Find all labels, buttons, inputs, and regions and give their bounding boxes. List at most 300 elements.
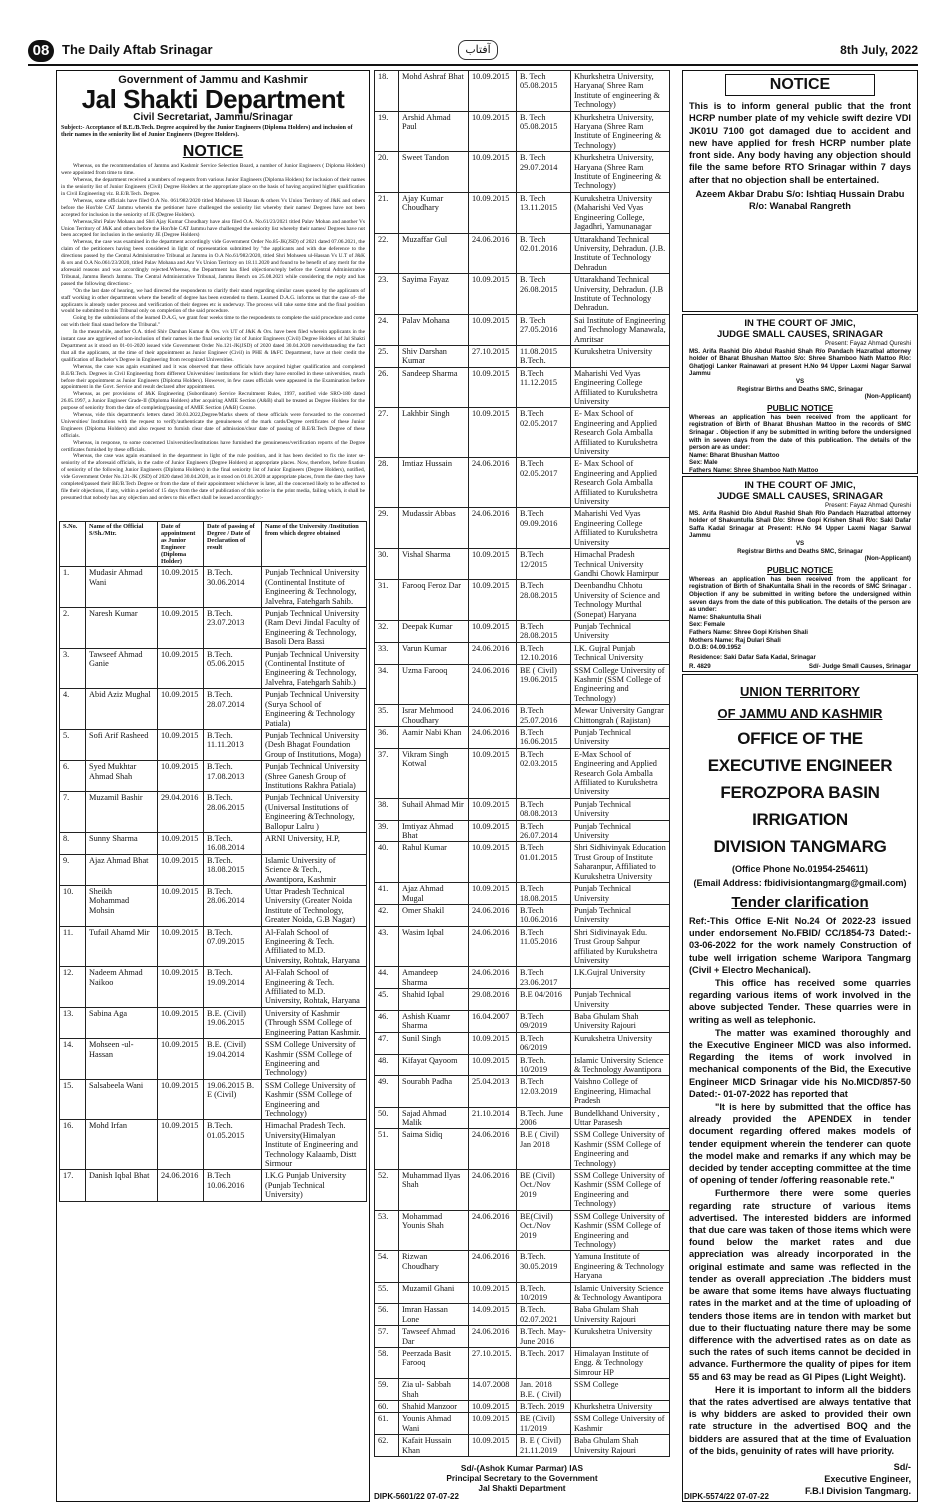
table-cell: 10.09.2015 xyxy=(158,729,204,760)
table-cell: Muzamil Ghani xyxy=(399,1282,469,1304)
table-cell: Punjab Technical University xyxy=(571,620,670,642)
table-cell: Punjab Technical University (Desh Bhagat Foundation Group of Institutions, Moga) xyxy=(262,729,367,760)
court2-respondent: Registrar Births and Deaths SMC, Srinagar xyxy=(737,547,863,555)
tender-office-line2: EXECUTIVE ENGINEER xyxy=(707,756,893,775)
table-cell: Muhammad Ilyas Shah xyxy=(399,1170,469,1211)
table-cell: 29.08.2016 xyxy=(469,989,517,1011)
table-cell: Kurukshetra University xyxy=(571,1326,670,1348)
notice-title: NOTICE xyxy=(182,143,244,161)
table-cell: Palav Mohana xyxy=(399,314,469,345)
table-cell: Deepak Kumar xyxy=(399,620,469,642)
notice-paragraph: Whereas,Shri Palav Mohana and Shri Ajay Kumar Choudhary have also filed O.A. No.61/23/2021 titled Palav Mohan and another Vs Union Territory of J&K and others before the Hon'ble CAT Jammu have challenged the seniority list whereby their names/ Degrees have not been accepted for inclusion in the seniority JE (Degree Holders) xyxy=(61,218,365,239)
table-cell: Kifayat Qayoom xyxy=(399,1054,469,1076)
table-cell: 10.09.2015 xyxy=(469,192,517,233)
table-cell: B.Tech. 16.08.2014 xyxy=(204,832,262,854)
table-cell: 24.06.2016 xyxy=(469,926,517,967)
table-cell: B.Tech 12/2015 xyxy=(517,549,571,580)
table-row xyxy=(375,727,670,749)
table-cell: 24.06.2016 xyxy=(469,727,517,749)
tender-ut-line1: UNION TERRITORY xyxy=(740,684,860,699)
table-cell: 10.09.2015 xyxy=(158,648,204,689)
table-cell: Saima Sidiq xyxy=(399,1129,469,1170)
table-cell: 61. xyxy=(375,1413,399,1435)
table-cell: 31. xyxy=(375,580,399,621)
table-cell: Abid Aziz Mughal xyxy=(86,689,158,730)
table-cell: B.Tech 11.12.2015 xyxy=(517,367,571,408)
table-cell: Vikram Singh Kotwal xyxy=(399,748,469,798)
table-cell: Himalayan Institute of Engg. & Technology Simrour HP xyxy=(571,1347,670,1378)
vehicle-notice-body: This is to inform general public that the front HCRP number plate of my vehicle swift dezire VDI JK01U 7100 got damaged due to accident and new have applied for fresh HCRP number plate front side. Any body having any objection should file the same before RTO Srinagar within 7 days after that no objection shall be entertained. xyxy=(689,101,911,185)
table-cell: Ajay Kumar Choudhary xyxy=(399,192,469,233)
vehicle-notice-sign: Azeem Akbar Drabu S/o: Ishtiaq Hussain Drabu R/o: Wanabal Rangreth xyxy=(695,189,905,212)
table-cell: Mohd Ashraf Bhat xyxy=(399,71,469,112)
table-cell: Baba Ghulam Shah University Rajouri xyxy=(571,1435,670,1457)
table-cell: B.Tech 25.07.2016 xyxy=(517,705,571,727)
table-cell: 18. xyxy=(375,71,399,112)
table-cell: B.Tech. 07.09.2015 xyxy=(204,926,262,967)
table-row xyxy=(375,71,670,112)
table-cell: Punjab Technical University (Continental Institute of Engineering & Technology, Jalvehra, Fatehgarh Sahib.) xyxy=(262,648,367,689)
table-cell: B.Tech 10.06.2016 xyxy=(204,1170,262,1201)
court-notice-1 xyxy=(682,314,918,474)
table-cell: Mudasir Ahmad Wani xyxy=(86,567,158,608)
table-cell: 24.06.2016 xyxy=(158,1170,204,1201)
table-cell: 10.09.2015 xyxy=(469,620,517,642)
table-row xyxy=(60,854,367,885)
table-cell: Vishal Sharma xyxy=(399,549,469,580)
table-cell: Khurkshetra University, Haryana (Shree Ram Institute of Engineering & Technology) xyxy=(571,111,670,152)
table-cell: 10.09.2015 xyxy=(469,1413,517,1435)
table-cell: 46. xyxy=(375,1010,399,1032)
table-cell: B.Tech. 17.08.2013 xyxy=(204,761,262,792)
table-cell: Khurkshetra University, Haryana (Shree Ram Institute of Engineering & Technology) xyxy=(571,152,670,193)
table-cell: B.Tech 28.08.2015 xyxy=(517,620,571,642)
table-cell: Jan. 2018 B.E. ( Civil) xyxy=(517,1379,571,1401)
table-cell: 24.06.2016 xyxy=(469,233,517,274)
table-cell: Muzamil Bashir xyxy=(86,792,158,833)
table-cell: 32. xyxy=(375,620,399,642)
table-cell: 24.06.2016 xyxy=(469,705,517,727)
table-cell: 10.09.2015 xyxy=(158,608,204,649)
table-cell: Maharishi Ved Vyas Engineering College Affiliated to Kurukshetra University xyxy=(571,367,670,408)
table-cell: 10.09.2015 xyxy=(158,1079,204,1120)
table-row xyxy=(375,1054,670,1076)
vehicle-notice-title: NOTICE xyxy=(725,74,875,96)
table-row xyxy=(375,883,670,905)
table-row xyxy=(375,345,670,367)
table-cell: ARNI University, H.P, xyxy=(262,832,367,854)
table-cell: B. Tech 29.07.2014 xyxy=(517,152,571,193)
table-cell: Omer Shakil xyxy=(399,904,469,926)
table-cell: I.K.G Punjab University (Punjab Technical University) xyxy=(262,1170,367,1201)
table-cell: Al-Falah School of Engineering & Tech. Affiliated to M.D. University, Rohtak, Haryana xyxy=(262,926,367,967)
court2-subheading: JUDGE SMALL CAUSES, SRINAGAR xyxy=(716,491,884,502)
notice-paragraph: Whereas, the case was again examined and it was observed that these officials have acquired higher qualification and completed B.E/B.Tech. Degrees in Civil Engineering from different Universities/ institutions for which they have enrolled in these universities, much before their appointment as Junior Engineers (Diploma Holders). However, in few cases officials were appeared in the Examination before appointment in the Govt. Service and result declared after appointment. xyxy=(61,363,365,391)
table-cell: B.Tech. 28.07.2014 xyxy=(204,689,262,730)
table-row xyxy=(375,1129,670,1170)
court2-public-notice: PUBLIC NOTICE xyxy=(766,564,834,575)
table-cell: B.Tech. June 2006 xyxy=(517,1107,571,1129)
table-cell: Punjab Technical University xyxy=(571,727,670,749)
table-cell: Ajaz Ahmad Mugal xyxy=(399,883,469,905)
dipk-ref-right: DIPK-5574/22 07-07-22 xyxy=(684,1492,769,1501)
table-cell: B.Tech 11.05.2016 xyxy=(517,926,571,967)
column-header: Date of passing of Degree / Date of Declaration of result xyxy=(204,522,262,567)
table-cell: Sunil Singh xyxy=(399,1032,469,1054)
table-cell: I.K. Gujral Punjab Technical University xyxy=(571,642,670,664)
table-row xyxy=(375,508,670,549)
table-cell: 59. xyxy=(375,1379,399,1401)
table-row xyxy=(375,1170,670,1211)
tender-title: Tender clarification xyxy=(731,894,869,911)
table-cell: 6. xyxy=(60,761,86,792)
table-row xyxy=(60,1007,367,1038)
table-cell: 20. xyxy=(375,152,399,193)
table-cell: Sofi Arif Rasheed xyxy=(86,729,158,760)
table-cell: Mudassir Abbas xyxy=(399,508,469,549)
table-cell: Baba Ghulam Shah University Rajouri xyxy=(571,1010,670,1032)
table-cell: 16.04.2007 xyxy=(469,1010,517,1032)
table-cell: 3. xyxy=(60,648,86,689)
table-cell: Punjab Technical University xyxy=(571,904,670,926)
table-cell: 10.09.2015 xyxy=(158,1039,204,1080)
table-row xyxy=(375,274,670,315)
table-cell: 10.09.2015 xyxy=(469,883,517,905)
table-cell: SSM College University of Kashmir (SSM College of Engineering and Technology) xyxy=(571,1170,670,1211)
notice-paragraph: Going by the submissions of the learned D.A.G, we grant four weeks time to the respondents to complete the said procedure and come out with their final stand before the Tribunal." xyxy=(61,315,365,329)
court1-text: Whereas an application has been received from the applicant for registration of Birth of Bharat Bhushan Mattoo in the records of SMC Srinagar . Objection if any be submitted in writing before the undersigned with in seven days from the date of this publication. The details of the person are as under: xyxy=(689,413,911,452)
table-header-row xyxy=(60,522,367,567)
table-cell: Mewar University Gangrar Chittongrah ( Rajistan) xyxy=(571,705,670,727)
table-row xyxy=(60,648,367,689)
table-row xyxy=(375,458,670,508)
table-cell: B.Tech. May- June 2016 xyxy=(517,1326,571,1348)
table-cell: 10.09.2015 xyxy=(469,408,517,458)
table-cell: Suhail Ahmad Mir xyxy=(399,798,469,820)
seniority-table-mid xyxy=(374,70,670,1457)
table-cell: B. Tech 26.08.2015 xyxy=(517,274,571,315)
court1-parties: MS. Arifa Rashid D/o Abdul Rashid Shah R/o Pandach Hazratbal attorney holder of Bharat Bhushan Mattoo S/o: Shree Shamboo Nath Mattoo R/o: Ghatjogi Lanker Rainawari at present H.No 94 Upper Laxmi Nagar Sarwal Jammu xyxy=(689,347,911,378)
table-cell: B. Tech 05.08.2015 xyxy=(517,111,571,152)
table-cell: Bundelkhand University , Uttar Parasesh xyxy=(571,1107,670,1129)
table-row xyxy=(375,1326,670,1348)
table-cell: 24.06.2016 xyxy=(469,1326,517,1348)
table-cell: B.Tech 16.06.2015 xyxy=(517,727,571,749)
table-cell: 10.09.2015 xyxy=(158,1007,204,1038)
table-row xyxy=(60,1170,367,1201)
table-cell: 16. xyxy=(60,1120,86,1170)
table-cell: BE ( Civil) 19.06.2015 xyxy=(517,664,571,705)
table-row xyxy=(60,886,367,927)
table-cell: B.Tech. 18.08.2015 xyxy=(204,854,262,885)
table-cell: B.E 04/2016 xyxy=(517,989,571,1011)
table-cell: B.E. (Civil) 19.04.2014 xyxy=(204,1039,262,1080)
table-cell: Sabina Aga xyxy=(86,1007,158,1038)
table-cell: 12. xyxy=(60,967,86,1008)
table-cell: Farooq Feroz Dar xyxy=(399,580,469,621)
table-row xyxy=(60,967,367,1008)
table-cell: B. Tech 02.01.2016 xyxy=(517,233,571,274)
table-cell: B.Tech. 28.06.2015 xyxy=(204,792,262,833)
table-cell: B.Tech 12.10.2016 xyxy=(517,642,571,664)
table-cell: Danish Iqbal Bhat xyxy=(86,1170,158,1201)
table-cell: 24.06.2016 xyxy=(469,904,517,926)
table-cell: 10.09.2015 xyxy=(469,549,517,580)
table-cell: 24. xyxy=(375,314,399,345)
table-row xyxy=(375,1076,670,1107)
table-cell: Sayima Fayaz xyxy=(399,274,469,315)
table-cell: B.Tech 02.05.2017 xyxy=(517,458,571,508)
table-cell: B.Tech 09.09.2016 xyxy=(517,508,571,549)
column-header: Name of the University /Institution from which degree obtained xyxy=(262,522,367,567)
table-cell: 7. xyxy=(60,792,86,833)
jal-shakti-notice-left xyxy=(56,70,370,1502)
issue-date: 8th July, 2022 xyxy=(840,43,918,57)
table-cell: 24.06.2016 xyxy=(469,1170,517,1211)
table-cell: 24.06.2016 xyxy=(469,508,517,549)
table-row xyxy=(375,1347,670,1378)
table-cell: 60. xyxy=(375,1401,399,1413)
table-cell: B.Tech 12.03.2019 xyxy=(517,1076,571,1107)
table-cell: 47. xyxy=(375,1032,399,1054)
table-cell: B.E ( Civil) Jan 2018 xyxy=(517,1129,571,1170)
table-cell: Shahid Manzoor xyxy=(399,1401,469,1413)
table-cell: SSM College University of Kashmir (SSM College of Engineering and Technology) xyxy=(571,1129,670,1170)
table-cell: B.Tech. 05.06.2015 xyxy=(204,648,262,689)
table-cell: Peerzada Basit Farooq xyxy=(399,1347,469,1378)
court2-detail: Mothers Name: Raj Dulari Shali xyxy=(689,636,781,644)
table-row xyxy=(375,926,670,967)
table-cell: 10.09.2015 xyxy=(469,1032,517,1054)
table-cell: 41. xyxy=(375,883,399,905)
notice-paragraph: Whereas, the case was examined in the department accordingly vide Government Order No.85-JK(JSD) of 2021 dated 07.06.2021, the claim of the petitioners having been considered in light of representation submitted by "the applicants and with due deference to the directions passed by the Central Administrative Tribunal at Jammu in O.A No.61/982/2020, titled Shri Mohseen ul-Hassan Vs U.T of J&K & ors and O.A No.061/23/2020, titled Palav Mohana and Anr Vs Union Territory on 18.11.2020 and found to be benefit of any merit for the aforesaid reasons and was accordingly rejected.Whereas, the Department has filed objections/reply before the Central Administrative Tribunal, Jammu Bench Jammu. The Central Administrative Tribunal, Jammu Bench on 25.08.2021 while considering the reply and has passed the following directions:- xyxy=(61,239,365,287)
table-cell: I.K.Gujral University xyxy=(571,967,670,989)
table-cell: Himachal Pradesh Tech. University(Himalyan Institute of Engineering and Technology Kalaamb, Distt Sirmour xyxy=(262,1120,367,1170)
table-cell: B.Tech. 10/2019 xyxy=(517,1282,571,1304)
table-cell: Aamir Nabi Khan xyxy=(399,727,469,749)
court1-respondent: Registrar Births and Deaths SMC, Srinagar xyxy=(737,385,863,393)
table-cell: 10.09.2015 xyxy=(469,274,517,315)
table-cell: B. E ( Civil) 21.11.2019 xyxy=(517,1435,571,1457)
tender-ut-line2: OF JAMMU AND KASHMIR xyxy=(717,706,883,721)
table-row xyxy=(60,1120,367,1170)
table-cell: Deenbandhu Chhotu University of Science and Technology Murthal (Sonepat) Haryana xyxy=(571,580,670,621)
table-cell: 50. xyxy=(375,1107,399,1129)
table-cell: B.Tech. 11.11.2013 xyxy=(204,729,262,760)
table-cell: University of Kashmir (Through SSM College of Engineering Pattan Kashmir. xyxy=(262,1007,367,1038)
table-cell: Shahid Iqbal xyxy=(399,989,469,1011)
court2-detail: Name: Shakuntulla Shali xyxy=(689,613,762,621)
table-cell: Tufail Ahamd Mir xyxy=(86,926,158,967)
table-row xyxy=(375,580,670,621)
table-cell: 54. xyxy=(375,1251,399,1282)
table-cell: 10.09.2015 xyxy=(469,367,517,408)
notice-paragraph: Whereas, some officials have filed O.A No. 061/982/2020 titled Mohseen Ul Hassan & others Vs Union Territory of J&K and others before the Hon'ble CAT Jammu wherein the petitioner have challenged the seniority list whereby their names/ Degrees have not been accepted for inclusion in the seniority of JE (Degree Holders). xyxy=(61,197,365,218)
table-cell: Ajaz Ahmad Bhat xyxy=(86,854,158,885)
table-cell: 43. xyxy=(375,926,399,967)
header-rule xyxy=(28,64,918,66)
table-cell: 21. xyxy=(375,192,399,233)
vehicle-notice xyxy=(682,70,918,312)
tender-email: (Email Address: fbidivisiontangmarg@gmail.com) xyxy=(693,878,907,888)
table-cell: 49. xyxy=(375,1076,399,1107)
table-row xyxy=(375,1210,670,1251)
table-cell: 4. xyxy=(60,689,86,730)
court1-public-notice: PUBLIC NOTICE xyxy=(766,402,834,413)
dipk-ref-mid: DIPK-5601/22 07-07-22 xyxy=(374,1492,459,1501)
table-cell: Punjab Technical University xyxy=(571,883,670,905)
table-cell: Kurukshetra University xyxy=(571,345,670,367)
table-cell: Mohd Irfan xyxy=(86,1120,158,1170)
table-cell: B.Tech. 19.09.2014 xyxy=(204,967,262,1008)
table-cell: Sweet Tandon xyxy=(399,152,469,193)
table-cell: 26. xyxy=(375,367,399,408)
table-cell: 38. xyxy=(375,798,399,820)
table-cell: 27. xyxy=(375,408,399,458)
table-row xyxy=(375,408,670,458)
table-cell: 10.09.2015 xyxy=(469,1054,517,1076)
table-row xyxy=(375,192,670,233)
table-row xyxy=(375,1010,670,1032)
table-cell: 11. xyxy=(60,926,86,967)
table-cell: 42. xyxy=(375,904,399,926)
table-cell: Shiv Darshan Kumar xyxy=(399,345,469,367)
table-cell: 9. xyxy=(60,854,86,885)
table-cell: Imtiaz Hussain xyxy=(399,458,469,508)
table-row xyxy=(375,1401,670,1413)
column-header: Name of the Official S/Sh./Mtr. xyxy=(86,522,158,567)
table-row xyxy=(375,1107,670,1129)
table-cell: Rizwan Choudhary xyxy=(399,1251,469,1282)
table-cell: 24.06.2016 xyxy=(469,664,517,705)
table-row xyxy=(60,926,367,967)
table-row xyxy=(375,967,670,989)
table-cell: B.Tech 01.01.2015 xyxy=(517,842,571,883)
table-cell: 10.09.2015 xyxy=(158,1120,204,1170)
table-cell: 24.06.2016 xyxy=(469,1210,517,1251)
court1-heading: IN THE COURT OF JMIC, xyxy=(744,318,856,329)
table-cell: 33. xyxy=(375,642,399,664)
table-cell: B.Tech 02.05.2017 xyxy=(517,408,571,458)
table-cell: B.Tech. 2017 xyxy=(517,1347,571,1378)
court1-vs: VS xyxy=(795,377,805,385)
table-cell: 10.09.2015 xyxy=(469,748,517,798)
table-cell: 29.04.2016 xyxy=(158,792,204,833)
table-row xyxy=(375,1304,670,1326)
table-cell: BE(Civil) Oct./Nov 2019 xyxy=(517,1210,571,1251)
table-cell: B.Tech. 10/2019 xyxy=(517,1054,571,1076)
table-cell: 19. xyxy=(375,111,399,152)
notice-paragraph: "On the last date of hearing, we had directed the respondents to clarify their stand regarding similar cases quoted by the applicants of staff working in other departments where the benefit of degree has been extended to them. Learned D.A.G. informs us that the case of- the applicants is already under process and verification of their degrees etc is underway. The process will take some time and the final position would be submitted to this Tribunal only on completion of the said procedure. xyxy=(61,287,365,315)
table-row xyxy=(375,705,670,727)
court1-detail: Name: Bharat Bhushan Mattoo xyxy=(689,451,780,459)
court2-non-applicant: (Non-Applicant) xyxy=(864,555,911,563)
table-cell: Amandeep Sharma xyxy=(399,967,469,989)
table-row xyxy=(375,989,670,1011)
table-cell: Maharishi Ved Vyas Engineering College Affiliated to Kurukshetra University xyxy=(571,508,670,549)
table-cell: 40. xyxy=(375,842,399,883)
table-cell: 10.09.2015 xyxy=(469,71,517,112)
table-cell: 24.06.2016 xyxy=(469,1129,517,1170)
table-cell: Islamic University Science & Technology Awantipora xyxy=(571,1282,670,1304)
court2-detail: Sex: Female xyxy=(689,621,726,629)
table-cell: 10.09.2015 xyxy=(469,111,517,152)
table-cell: 24.06.2016 xyxy=(469,642,517,664)
table-cell: Imtiyaz Ahmad Bhat xyxy=(399,820,469,842)
signature-block: Sd/-(Ashok Kumar Parmar) IAS Principal Secretary to the Government Jal Shakti Department xyxy=(446,1463,598,1494)
tender-phone: (Office Phone No.01954-254611) xyxy=(731,864,869,874)
notice-paragraph: Whereas, the case was again examined in the department in light of the rule position, and it has been decided to fix the inter se-seniority of the aforesaid officials, in the cadre of Junior Engineers (Degree Holders) at appropriate places. Now, therefore, before fixation of seniority of the following Junior Engineers (Diploma Holders) in the final seniority list of Junior Engineers (Degree Holders), notified, vide Government Order No.121-JK (JSD) of 2020 dated 30.04.2020, as it stood on 01.01.2020 at appropriate places, from the date they have completed/passed their BE/B.Tech Degree or from the date of their appointment whichever is later, all the concerned likely to be affected to file their objections, if any, within a period of 15 days from the date of publication of this notice in the print media, failing which, it shall be presumed that nobody has any objection and orders to this effect shall be issued accordingly:- xyxy=(61,453,365,501)
table-cell: Shri Sidhivinyak Education Trust Group of Institute Saharanpur, Affiliated to Kurukshetra University xyxy=(571,842,670,883)
table-cell: B.Tech 09/2019 xyxy=(517,1010,571,1032)
table-cell: 62. xyxy=(375,1435,399,1457)
table-row xyxy=(60,761,367,792)
court1-present: Present: Fayaz Ahmad Qureshi xyxy=(825,340,911,347)
table-row xyxy=(375,904,670,926)
tender-office-line1: OFFICE OF THE xyxy=(737,729,863,748)
table-row xyxy=(375,233,670,274)
table-cell: B.Tech. 2019 xyxy=(517,1401,571,1413)
table-cell: 10.09.2015 xyxy=(469,152,517,193)
table-cell: 5. xyxy=(60,729,86,760)
table-cell: SSM College University of Kashmir (SSM College of Engineering and Technology) xyxy=(571,664,670,705)
table-cell: 19.06.2015 B. E (Civil) xyxy=(204,1079,262,1120)
table-cell: 27.10.2015 xyxy=(469,345,517,367)
table-cell: 10.09.2015 xyxy=(469,820,517,842)
table-cell: Lakhbir Singh xyxy=(399,408,469,458)
table-cell: 15. xyxy=(60,1079,86,1120)
tender-office-line3: FEROZPORA BASIN IRRIGATION xyxy=(720,783,880,829)
court2-heading: IN THE COURT OF JMIC, xyxy=(744,480,856,491)
paper-logo: آفتاب xyxy=(458,40,498,60)
court1-detail: Sex: Male xyxy=(689,459,718,467)
table-cell: B.Tech 02.03.2015 xyxy=(517,748,571,798)
table-cell: B.Tech. 23.07.2013 xyxy=(204,608,262,649)
subject-line: Subject:- Acceptance of B.E./B.Tech. Degree acquired by the Junior Engineers (Diploma Holders) and inclusion of their names in the seniority list of Junior Engineers (Degree Holders). xyxy=(61,125,353,139)
table-cell: Shri Sidivinayak Edu. Trust Group Sahpur affiliated by Kurukshetra University xyxy=(571,926,670,967)
table-cell: B. Tech 27.05.2016 xyxy=(517,314,571,345)
table-cell: Naresh Kumar xyxy=(86,608,158,649)
table-cell: 24.06.2016 xyxy=(469,967,517,989)
table-cell: Islamic University Science & Technology Awantipora xyxy=(571,1054,670,1076)
table-cell: 10.09.2015 xyxy=(469,798,517,820)
dept-heading: Jal Shakti Department xyxy=(81,84,345,114)
table-cell: 48. xyxy=(375,1054,399,1076)
table-cell: Wasim Iqbal xyxy=(399,926,469,967)
table-cell: Syed Mukhtar Ahmad Shah xyxy=(86,761,158,792)
table-cell: Younis Ahmad Wani xyxy=(399,1413,469,1435)
table-cell: 58. xyxy=(375,1347,399,1378)
table-cell: 14. xyxy=(60,1039,86,1080)
table-row xyxy=(375,664,670,705)
table-cell: Punjab Technical University xyxy=(571,820,670,842)
table-cell: Punjab Technical University (Universal Institutions of Engineering &Technology, Ballopur Lalru ) xyxy=(262,792,367,833)
table-cell: Varun Kumar xyxy=(399,642,469,664)
table-row xyxy=(375,1435,670,1457)
table-row xyxy=(375,798,670,820)
secretariat: Civil Secretariat, Jammu/Srinagar xyxy=(133,112,293,123)
table-cell: Mohammad Younis Shah xyxy=(399,1210,469,1251)
table-cell: 10.09.2015 xyxy=(469,1401,517,1413)
table-cell: B.Tech. 28.06.2014 xyxy=(204,886,262,927)
table-cell: 24.06.2016 xyxy=(469,458,517,508)
tender-signature: Sd/- Executive Engineer, F.B.I Division Tangmarg. xyxy=(804,1461,911,1497)
table-cell: 30. xyxy=(375,549,399,580)
court2-footer: R. 4829 Sd/- Judge Small Causes, Srinagar xyxy=(689,663,911,671)
table-cell: Uttar Pradesh Technical University (Greater Noida Institute of Technology, Greater Noida, G.B Nagar) xyxy=(262,886,367,927)
table-cell: Islamic University of Science & Tech., Awantipora, Kashmir xyxy=(262,854,367,885)
table-cell: 34. xyxy=(375,664,399,705)
